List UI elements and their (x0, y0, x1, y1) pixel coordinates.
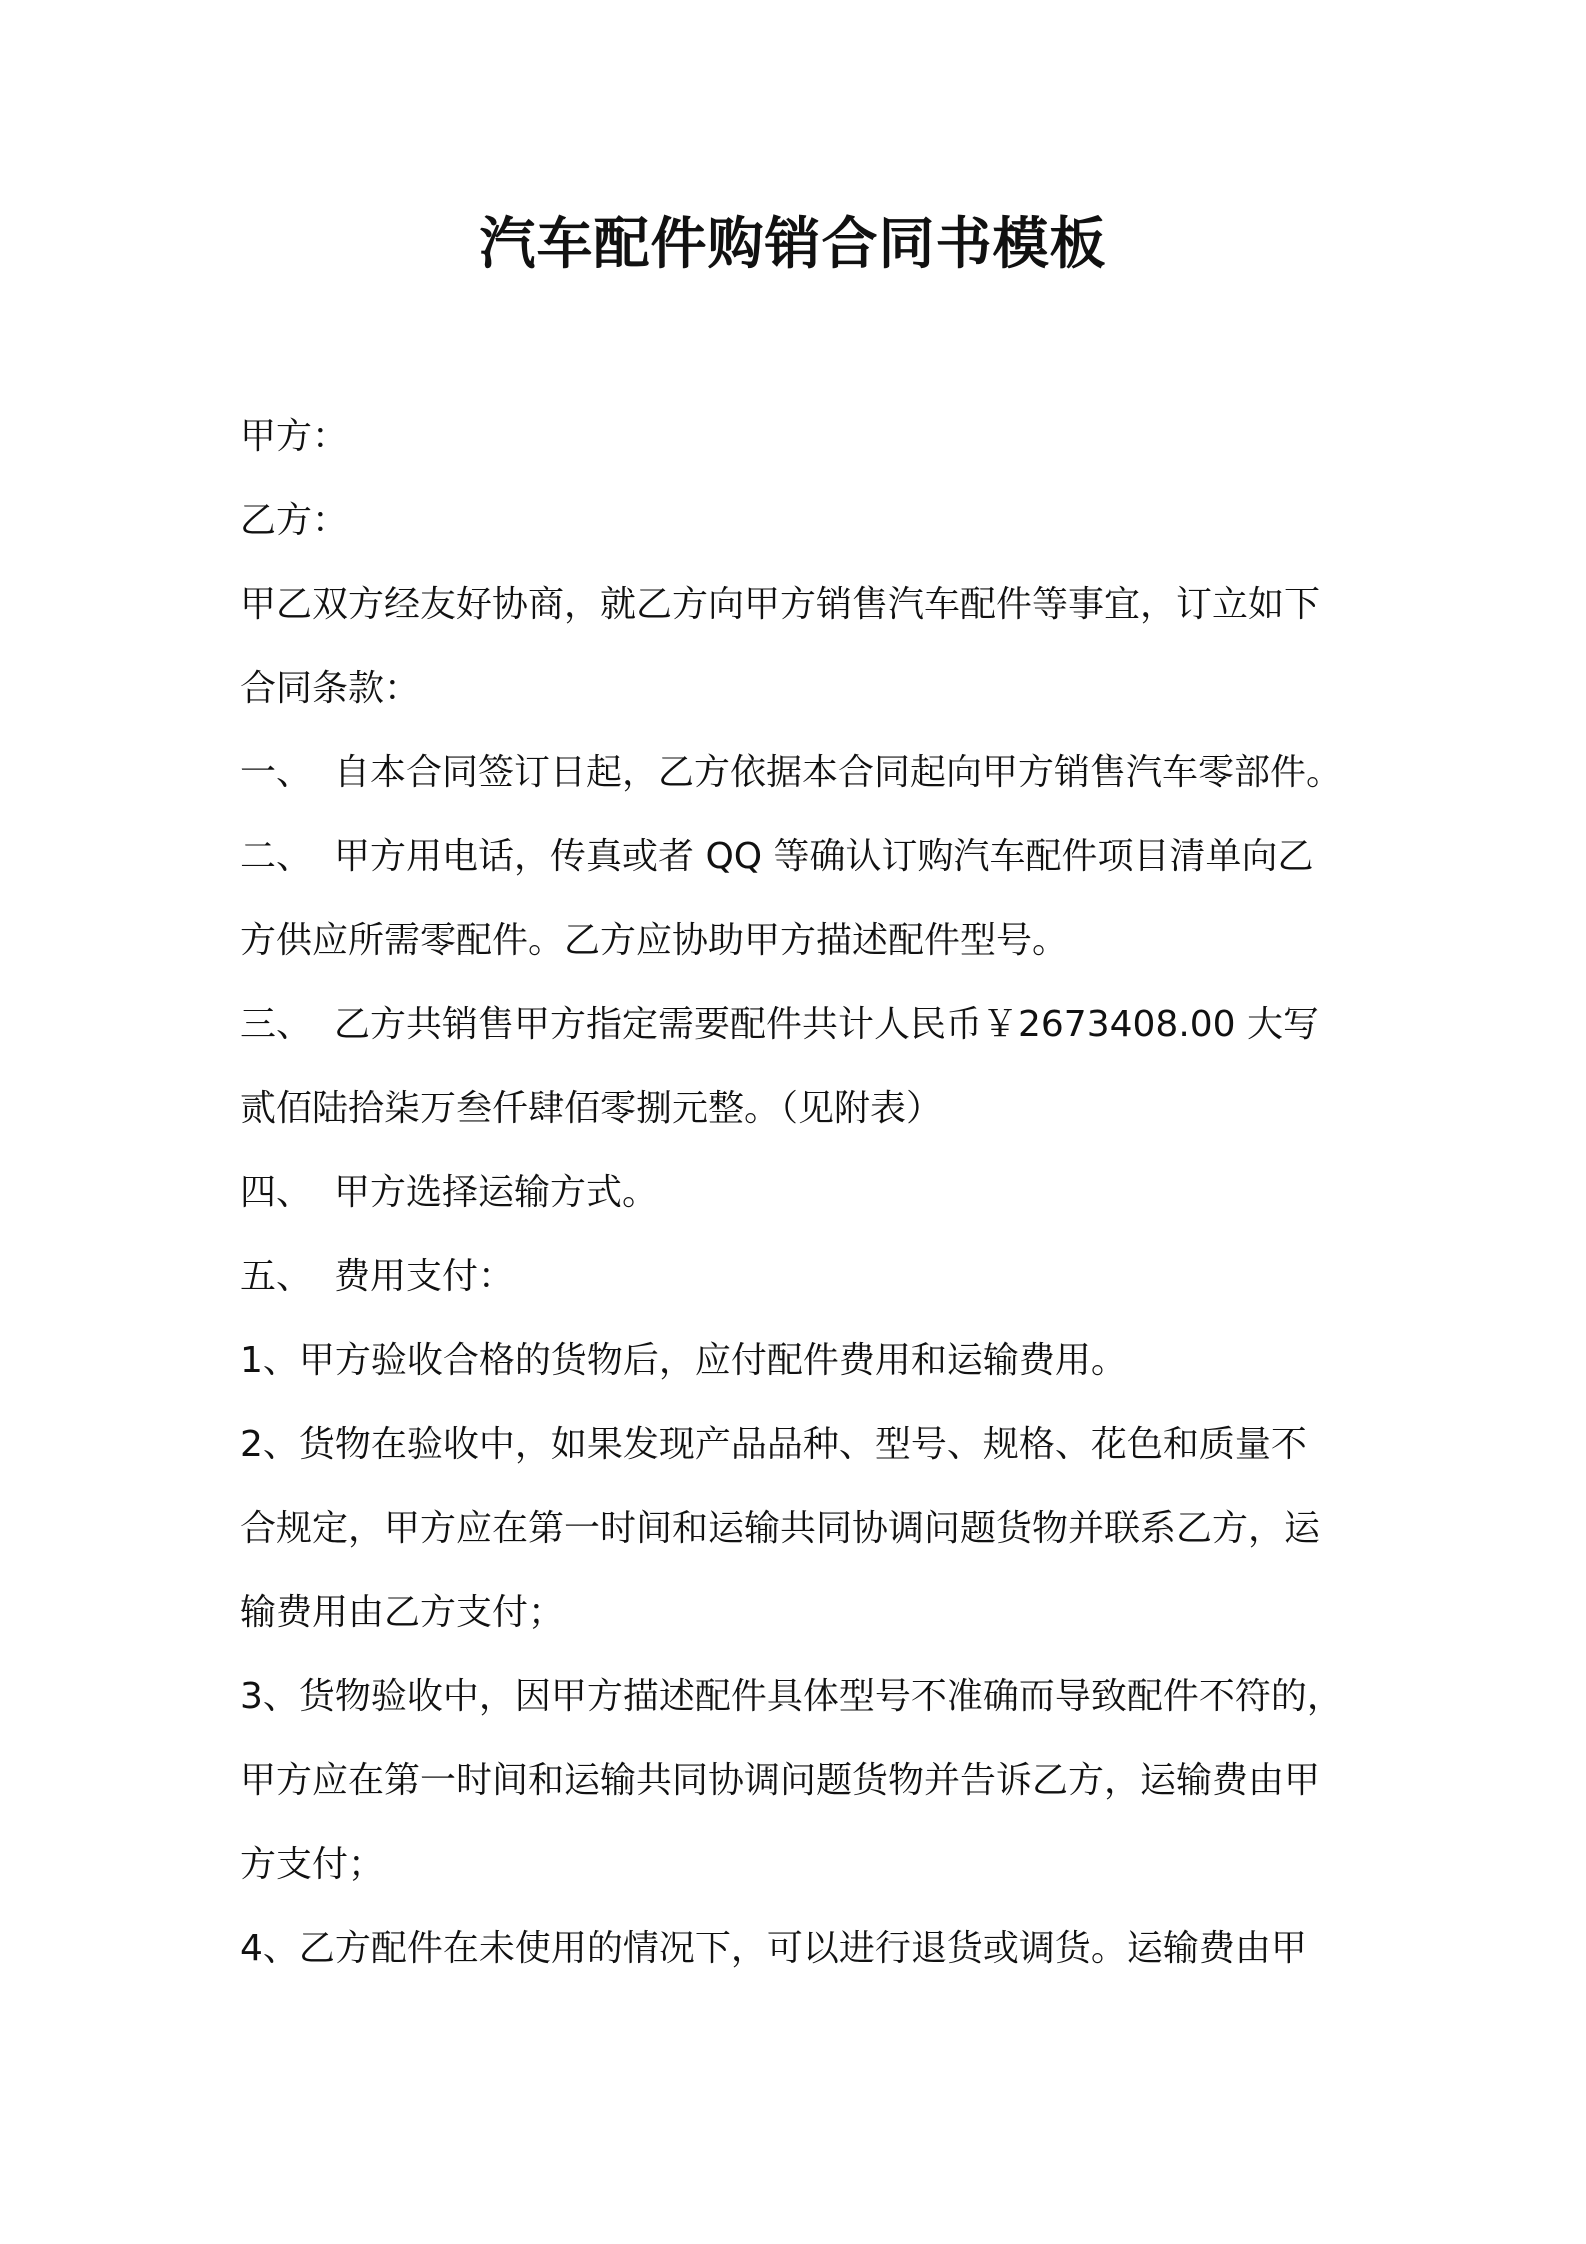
payment-item-3-continuation: 方支付； (240, 1844, 385, 1885)
clause-number: 三、 (240, 1004, 313, 1045)
document-body (240, 395, 1360, 1991)
clause-number: 二、 (240, 836, 313, 877)
clause-2-line (240, 815, 1360, 899)
clause-text: 甲方用电话，传真或者 QQ 等确认订购汽车配件项目清单向乙 (334, 836, 1314, 877)
payment-item-4: 4、乙方配件在未使用的情况下，可以进行退货或调货。运输费由甲 (240, 1928, 1307, 1969)
payment-item-2-continuation: 合规定，甲方应在第一时间和运输共同协调问题货物并联系乙方，运 (240, 1508, 1321, 1549)
document-title: 汽车配件购销合同书模板 (479, 212, 1107, 277)
party-b-line: 乙方： (240, 500, 349, 541)
clause-1-line (240, 731, 1360, 815)
clause-number: 五、 (240, 1256, 313, 1297)
payment-item-3: 3、货物验收中，因甲方描述配件具体型号不准确而导致配件不符的， (240, 1676, 1343, 1717)
payment-item-2-continuation: 输费用由乙方支付； (240, 1592, 565, 1633)
clause-number: 四、 (240, 1172, 313, 1213)
clause-number: 一、 (240, 752, 313, 793)
clause-3-continuation: 贰佰陆拾柒万叁仟肆佰零捌元整。（见附表） (240, 1088, 943, 1129)
intro-line: 合同条款： (240, 668, 421, 709)
intro-line: 甲乙双方经友好协商，就乙方向甲方销售汽车配件等事宜，订立如下 (240, 584, 1321, 625)
clause-3-line (240, 983, 1360, 1067)
payment-item-1: 1、甲方验收合格的货物后，应付配件费用和运输费用。 (240, 1340, 1127, 1381)
clause-text: 乙方共销售甲方指定需要配件共计人民币￥2673408.00 大写 (334, 1004, 1320, 1045)
clause-2-continuation: 方供应所需零配件。乙方应协助甲方描述配件型号。 (240, 920, 1069, 961)
payment-item-3-continuation: 甲方应在第一时间和运输共同协调问题货物并告诉乙方，运输费由甲 (240, 1760, 1321, 1801)
clause-text: 自本合同签订日起，乙方依据本合同起向甲方销售汽车零部件。 (334, 752, 1343, 793)
clause-text: 费用支付： (334, 1256, 515, 1297)
clause-text: 甲方选择运输方式。 (334, 1172, 659, 1213)
clause-5-line (240, 1235, 1360, 1319)
clause-4-line (240, 1151, 1360, 1235)
payment-item-2: 2、货物在验收中，如果发现产品品种、型号、规格、花色和质量不 (240, 1424, 1307, 1465)
party-a-line: 甲方： (240, 416, 349, 457)
